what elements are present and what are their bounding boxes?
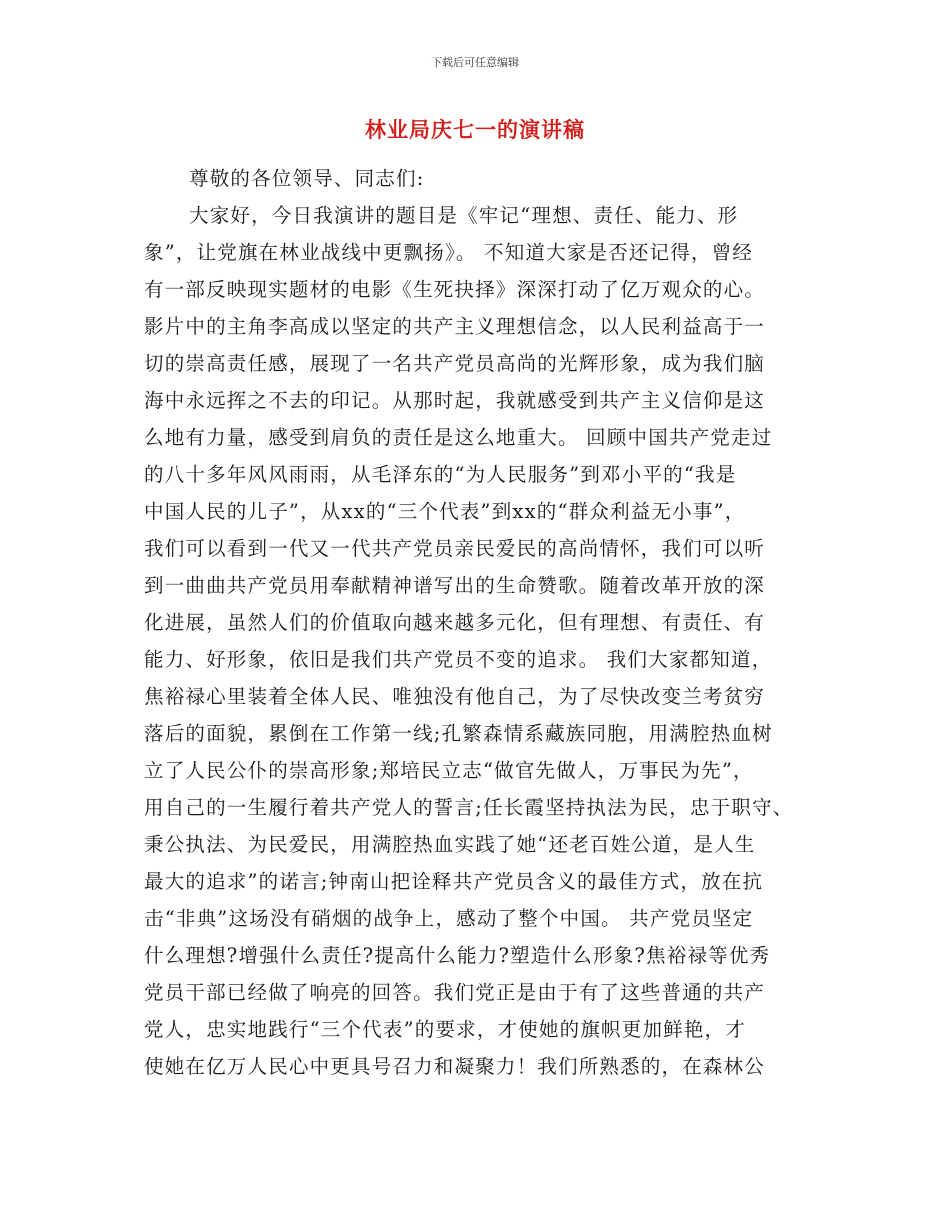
page-header-note: 下载后可任意编辑	[431, 56, 519, 69]
paragraph-line: 击“非典”这场没有硝烟的战争上，感动了整个中国。 共产党员坚定	[144, 907, 754, 930]
paragraph-line: 影片中的主角李高成以坚定的共产主义理想信念，以人民利益高于一	[144, 315, 766, 338]
paragraph-line: 象”，让党旗在林业战线中更飘扬》。 不知道大家是否还记得，曾经	[144, 241, 754, 264]
paragraph-line: 焦裕禄心里装着全体人民、唯独没有他自己，为了尽快改变兰考贫穷	[144, 685, 766, 708]
paragraph-line: 立了人民公仆的崇高形象;郑培民立志“做官先做人，万事民为先”，	[144, 759, 754, 782]
paragraph-line: 能力、好形象，依旧是我们共产党员不变的追求。 我们大家都知道，	[144, 648, 773, 671]
paragraph-line: 有一部反映现实题材的电影《生死抉择》深深打动了亿万观众的心。	[144, 278, 766, 301]
salutation-line: 尊敬的各位领导、同志们:	[189, 167, 425, 190]
paragraph-line: 么地有力量，感受到肩负的责任是这么地重大。 回顾中国共产党走过	[144, 426, 773, 449]
document-title: 林业局庆七一的演讲稿	[365, 118, 585, 142]
paragraph-line: 海中永远挥之不去的印记。从那时起，我就感受到共产主义信仰是这	[144, 389, 766, 412]
paragraph-line: 使她在亿万人民心中更具号召力和凝聚力！我们所熟悉的，在森林公	[144, 1055, 766, 1078]
paragraph-line: 最大的追求”的诺言;钟南山把诠释共产党员含义的最佳方式，放在抗	[144, 870, 764, 893]
paragraph-line: 化进展，虽然人们的价值取向越来越多元化，但有理想、有责任、有	[144, 611, 766, 634]
paragraph-line: 落后的面貌，累倒在工作第一线;孔繁森情系藏族同胞，用满腔热血树	[144, 722, 773, 745]
paragraph-line: 大家好，今日我演讲的题目是《牢记“理想、责任、能力、形	[189, 204, 739, 227]
paragraph-line: 秉公执法、为民爱民，用满腔热血实践了她“还老百姓公道，是人生	[144, 833, 756, 856]
paragraph-line: 党人，忠实地践行“三个代表”的要求，才使她的旗帜更加鲜艳，才	[144, 1018, 746, 1041]
paragraph-line: 用自己的一生履行着共产党人的誓言;任长霞坚持执法为民，忠于职守、	[144, 796, 794, 819]
paragraph-line: 到一曲曲共产党员用奉献精神谱写出的生命赞歌。随着改革开放的深	[144, 574, 766, 597]
document-body	[144, 160, 824, 1085]
paragraph-line: 中国人民的儿子”，从xx的“三个代表”到xx的“群众利益无小事”，	[144, 500, 746, 523]
paragraph-line: 党员干部已经做了响亮的回答。我们党正是由于有了这些普通的共产	[144, 981, 766, 1004]
paragraph-line: 什么理想?增强什么责任?提高什么能力?塑造什么形象?焦裕禄等优秀	[144, 944, 771, 967]
paragraph-line: 切的崇高责任感，展现了一名共产党员高尚的光辉形象，成为我们脑	[144, 352, 766, 375]
paragraph-line: 我们可以看到一代又一代共产党员亲民爱民的高尚情怀，我们可以听	[144, 537, 766, 560]
paragraph-line: 的八十多年风风雨雨，从毛泽东的“为人民服务”到邓小平的“我是	[144, 463, 737, 486]
